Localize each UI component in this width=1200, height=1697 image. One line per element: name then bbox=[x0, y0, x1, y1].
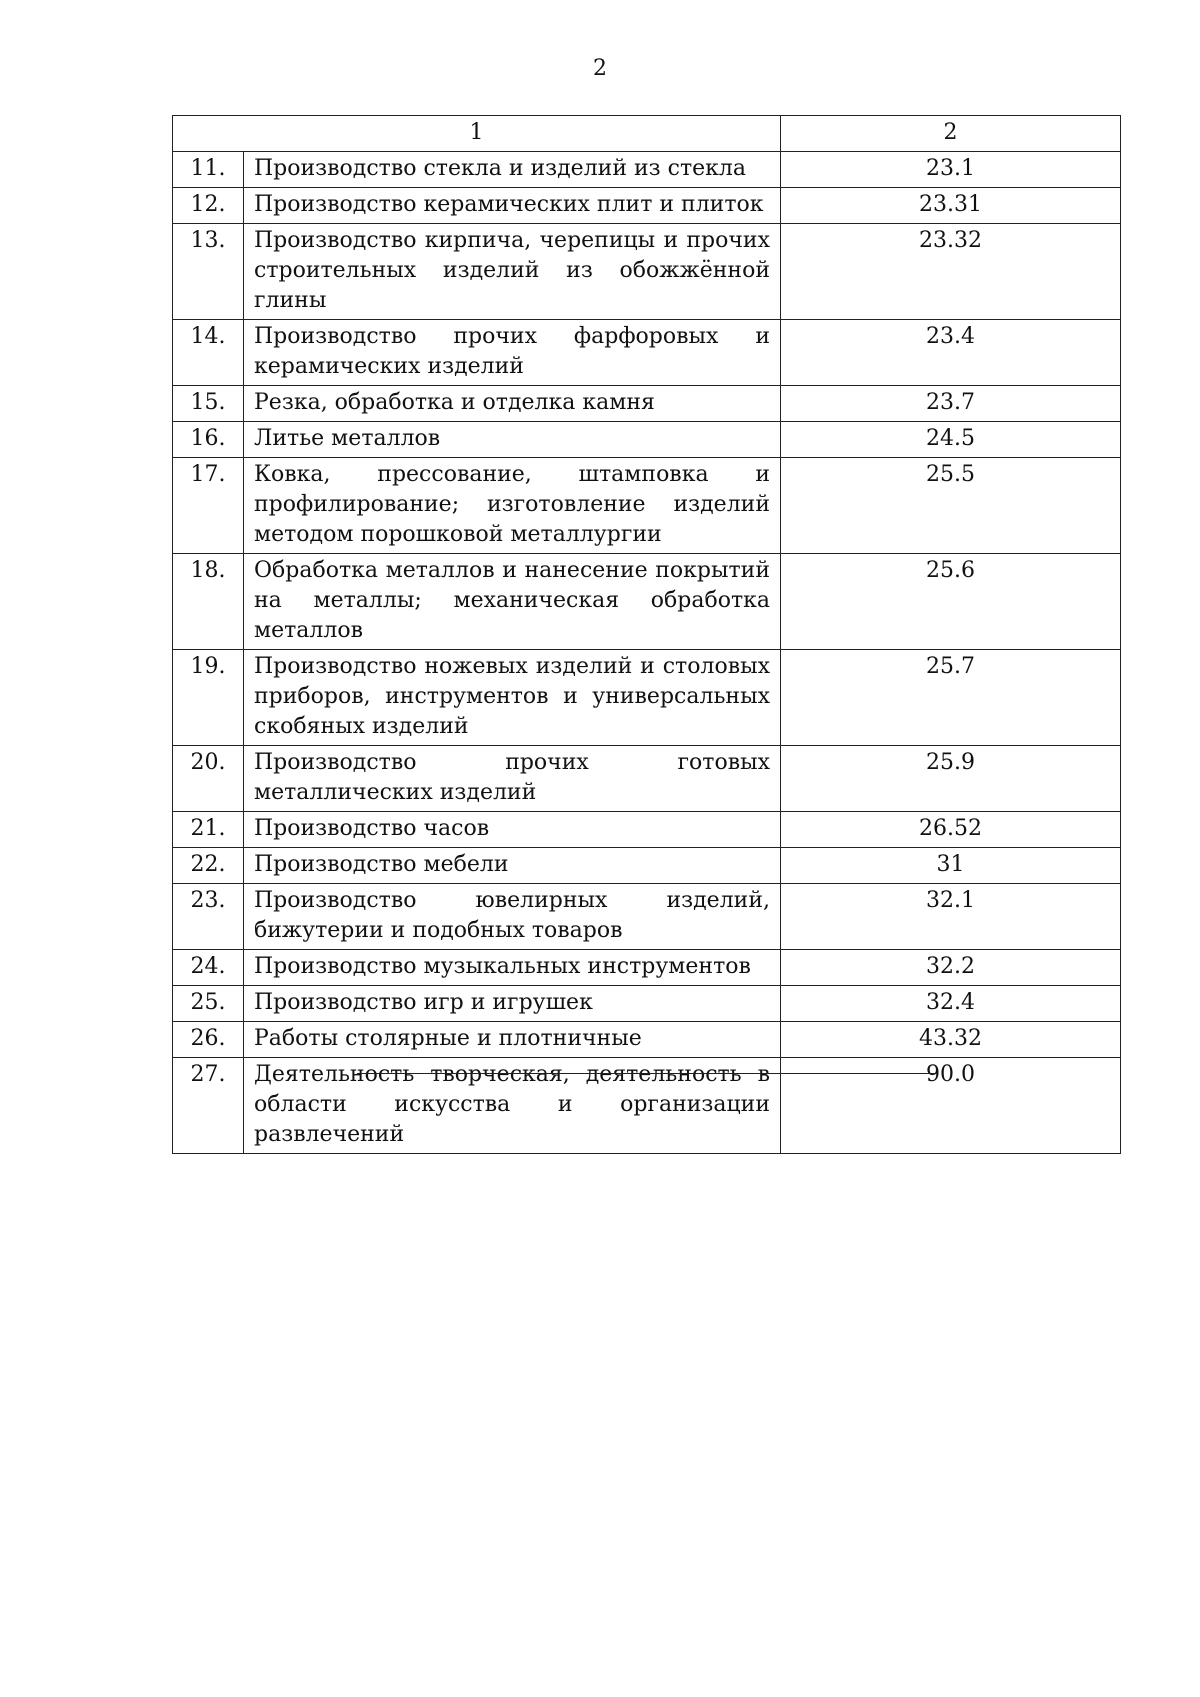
row-number: 13. bbox=[173, 224, 244, 320]
page-number: 2 bbox=[593, 56, 607, 81]
activity-code: 25.9 bbox=[781, 746, 1121, 812]
activity-name: Производство прочих готовых металлических изделий bbox=[244, 746, 781, 812]
row-number: 17. bbox=[173, 458, 244, 554]
row-number: 14. bbox=[173, 320, 244, 386]
table-row bbox=[173, 224, 1121, 320]
row-number: 19. bbox=[173, 650, 244, 746]
activity-name: Обработка металлов и нанесение покрытий на металлы; механическая обработка металлов bbox=[244, 554, 781, 650]
activity-code: 32.4 bbox=[781, 986, 1121, 1022]
row-number: 24. bbox=[173, 950, 244, 986]
table-row bbox=[173, 848, 1121, 884]
activity-code: 23.31 bbox=[781, 188, 1121, 224]
activity-code: 24.5 bbox=[781, 422, 1121, 458]
table-row bbox=[173, 554, 1121, 650]
row-number: 22. bbox=[173, 848, 244, 884]
activity-code: 25.7 bbox=[781, 650, 1121, 746]
activity-name: Производство часов bbox=[244, 812, 781, 848]
row-number: 21. bbox=[173, 812, 244, 848]
table-row bbox=[173, 152, 1121, 188]
activity-name: Ковка, прессование, штамповка и профилирование; изготовление изделий методом порошковой металлургии bbox=[244, 458, 781, 554]
table-row bbox=[173, 188, 1121, 224]
table-row bbox=[173, 422, 1121, 458]
table-row bbox=[173, 812, 1121, 848]
activity-code: 23.7 bbox=[781, 386, 1121, 422]
activity-code: 23.4 bbox=[781, 320, 1121, 386]
row-number: 20. bbox=[173, 746, 244, 812]
activity-name: Деятельность творческая, деятельность в области искусства и организации развлечений bbox=[244, 1058, 781, 1154]
activity-code: 31 bbox=[781, 848, 1121, 884]
row-number: 25. bbox=[173, 986, 244, 1022]
row-number: 18. bbox=[173, 554, 244, 650]
table-row bbox=[173, 650, 1121, 746]
header-cell-code: 2 bbox=[781, 116, 1121, 152]
activity-name: Производство прочих фарфоровых и керамических изделий bbox=[244, 320, 781, 386]
activity-name: Резка, обработка и отделка камня bbox=[244, 386, 781, 422]
header-cell-description: 1 bbox=[173, 116, 781, 152]
activity-name: Производство мебели bbox=[244, 848, 781, 884]
activity-code: 43.32 bbox=[781, 1022, 1121, 1058]
activity-code: 25.6 bbox=[781, 554, 1121, 650]
activity-code: 90.0 bbox=[781, 1058, 1121, 1154]
activity-name: Производство ювелирных изделий, бижутерии и подобных товаров bbox=[244, 884, 781, 950]
activity-code: 26.52 bbox=[781, 812, 1121, 848]
table-row bbox=[173, 1022, 1121, 1058]
activity-name: Литье металлов bbox=[244, 422, 781, 458]
activity-name: Производство керамических плит и плиток bbox=[244, 188, 781, 224]
row-number: 27. bbox=[173, 1058, 244, 1154]
table-row bbox=[173, 884, 1121, 950]
activity-code: 32.1 bbox=[781, 884, 1121, 950]
row-number: 11. bbox=[173, 152, 244, 188]
table-row bbox=[173, 386, 1121, 422]
activity-name: Производство стекла и изделий из стекла bbox=[244, 152, 781, 188]
row-number: 12. bbox=[173, 188, 244, 224]
row-number: 23. bbox=[173, 884, 244, 950]
activity-code: 32.2 bbox=[781, 950, 1121, 986]
activity-code: 25.5 bbox=[781, 458, 1121, 554]
activity-code: 23.1 bbox=[781, 152, 1121, 188]
activity-table bbox=[172, 115, 1121, 1154]
activity-code: 23.32 bbox=[781, 224, 1121, 320]
activity-name: Производство музыкальных инструментов bbox=[244, 950, 781, 986]
end-of-document-rule bbox=[357, 1073, 935, 1074]
activity-name: Производство игр и игрушек bbox=[244, 986, 781, 1022]
activity-name: Производство кирпича, черепицы и прочих строительных изделий из обожжённой глины bbox=[244, 224, 781, 320]
activity-name: Работы столярные и плотничные bbox=[244, 1022, 781, 1058]
table-header-row bbox=[173, 116, 1121, 152]
table-row bbox=[173, 746, 1121, 812]
table-row bbox=[173, 320, 1121, 386]
row-number: 15. bbox=[173, 386, 244, 422]
table-row bbox=[173, 458, 1121, 554]
table-row bbox=[173, 986, 1121, 1022]
row-number: 26. bbox=[173, 1022, 244, 1058]
table-row bbox=[173, 950, 1121, 986]
row-number: 16. bbox=[173, 422, 244, 458]
activity-name: Производство ножевых изделий и столовых приборов, инструментов и универсальных скобяных изделий bbox=[244, 650, 781, 746]
table-row bbox=[173, 1058, 1121, 1154]
